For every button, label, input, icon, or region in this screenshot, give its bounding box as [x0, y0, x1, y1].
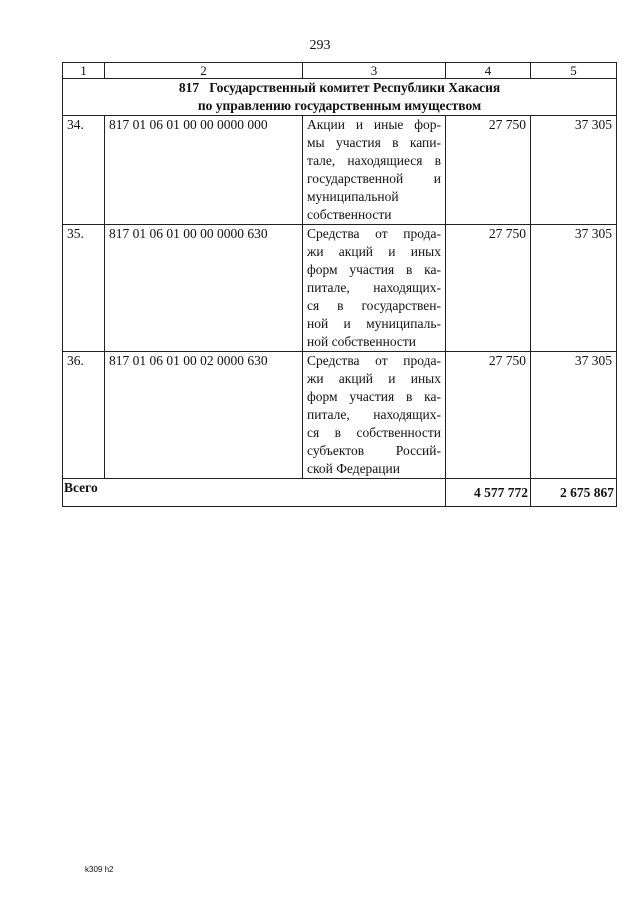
item-name-line: мы участия в капи-: [307, 135, 441, 150]
page-number: 293: [309, 38, 331, 53]
item-name-line: Акции и иные фор-: [307, 117, 441, 132]
item-name-line: Средства от прода-: [307, 353, 441, 368]
item-name: [303, 352, 446, 479]
item-name-line: субъектов Россий-: [307, 443, 441, 458]
budget-code: 817 01 06 01 00 02 0000 630: [105, 352, 303, 479]
row-number: 34.: [63, 116, 105, 225]
item-name-line: ской Федерации: [307, 461, 400, 476]
item-name-line: форм участия в ка-: [307, 262, 441, 277]
column-number-5: 5: [531, 63, 617, 79]
item-name: [303, 116, 446, 225]
footer-code: k309 h2: [85, 865, 114, 874]
column-number-1: 1: [63, 63, 105, 79]
section-title-line-2: по управлению государственным имуществом: [197, 98, 482, 113]
item-name-line: форм участия в ка-: [307, 389, 441, 404]
item-name-line: ся в собственности: [307, 425, 441, 440]
total-label: Всего: [63, 479, 446, 507]
amount-column-4: 27 750: [446, 225, 531, 352]
budget-table: [62, 62, 617, 507]
item-name-line: ной собственности: [307, 334, 417, 349]
total-amount-column-5: 2 675 867: [531, 479, 617, 507]
section-title: [63, 79, 617, 116]
item-name-line: ся в государствен-: [307, 298, 441, 313]
column-header-row: [63, 63, 617, 79]
item-name: [303, 225, 446, 352]
table-row: [63, 116, 617, 225]
table-row: [63, 352, 617, 479]
section-title-line-1: 817 Государственный комитет Республики Хакасия: [178, 80, 501, 95]
amount-column-5: 37 305: [531, 352, 617, 479]
item-name-line: жи акций и иных: [307, 244, 441, 259]
column-number-4: 4: [446, 63, 531, 79]
total-row: [63, 479, 617, 507]
item-name-line: государственной и: [307, 171, 441, 186]
row-number: 35.: [63, 225, 105, 352]
budget-code: 817 01 06 01 00 00 0000 000: [105, 116, 303, 225]
item-name-line: муниципальной: [307, 189, 399, 204]
item-name-line: ной и муниципаль-: [307, 316, 441, 331]
item-name-line: Средства от прода-: [307, 226, 441, 241]
amount-column-5: 37 305: [531, 116, 617, 225]
item-name-line: питале, находящих-: [307, 407, 441, 422]
budget-code: 817 01 06 01 00 00 0000 630: [105, 225, 303, 352]
item-name-line: тале, находящиеся в: [307, 153, 441, 168]
total-amount-column-4: 4 577 772: [446, 479, 531, 507]
amount-column-4: 27 750: [446, 352, 531, 479]
amount-column-5: 37 305: [531, 225, 617, 352]
row-number: 36.: [63, 352, 105, 479]
section-header-row: [63, 79, 617, 116]
item-name-line: собственности: [307, 207, 392, 222]
item-name-line: жи акций и иных: [307, 371, 441, 386]
column-number-2: 2: [105, 63, 303, 79]
amount-column-4: 27 750: [446, 116, 531, 225]
column-number-3: 3: [303, 63, 446, 79]
item-name-line: питале, находящих-: [307, 280, 441, 295]
table-row: [63, 225, 617, 352]
